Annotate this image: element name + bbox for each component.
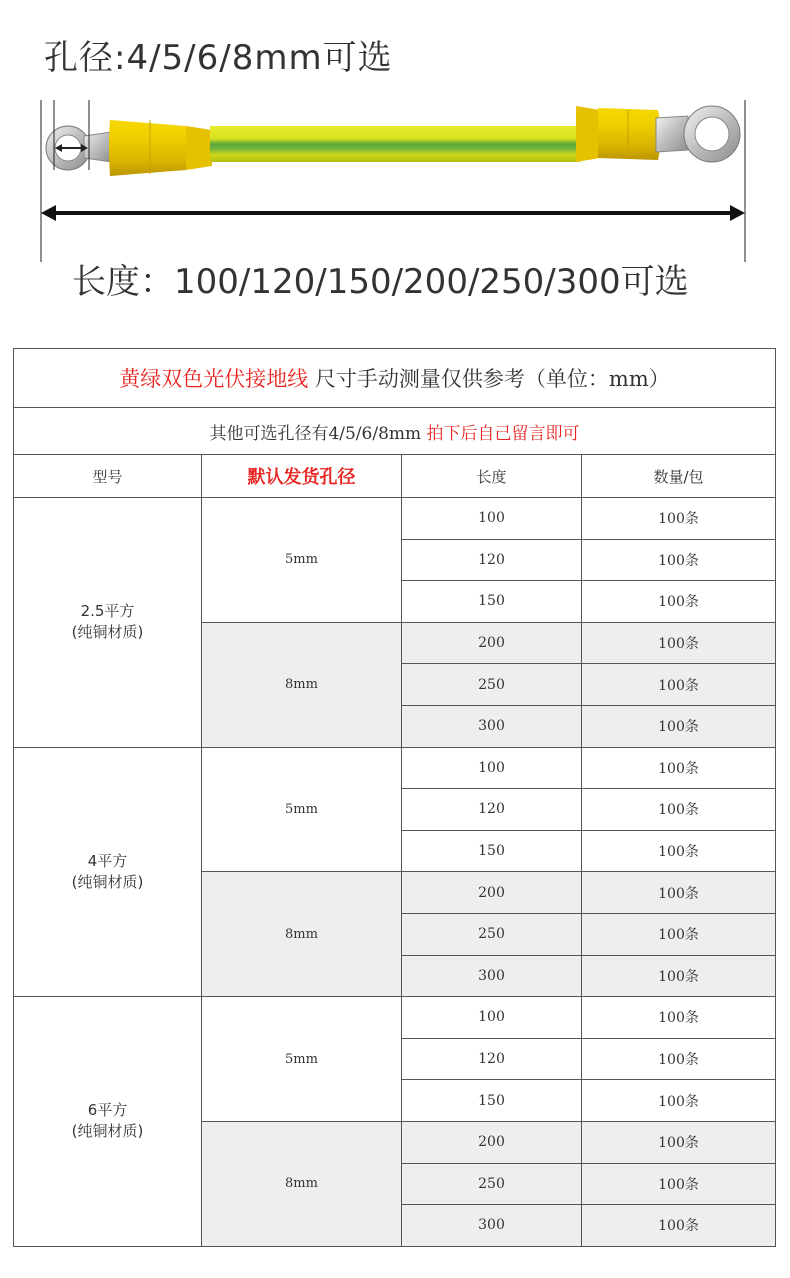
left-insulating-sleeve [109,120,212,176]
length-cell: 250 [402,1163,582,1205]
length-cell: 300 [402,955,582,997]
cable-illustration [0,90,790,280]
table-row [14,747,776,789]
model-material: (纯铜材质) [71,1122,144,1141]
length-cell: 100 [402,498,582,540]
quantity-cell: 100条 [582,581,776,623]
model-size: 2.5平方 [80,602,135,621]
hole-size-cell: 5mm [202,747,402,872]
quantity-cell: 100条 [582,705,776,747]
right-ring-terminal [656,106,740,162]
table-row [14,997,776,1039]
quantity-cell: 100条 [582,913,776,955]
hole-size-cell: 5mm [202,498,402,623]
length-options-caption: 长度：100/120/150/200/250/300可选 [72,262,689,302]
model-cell [14,747,202,997]
table-row [14,498,776,540]
header-default-hole: 默认发货孔径 [202,455,402,498]
quantity-cell: 100条 [582,1163,776,1205]
quantity-cell: 100条 [582,1205,776,1247]
quantity-cell: 100条 [582,622,776,664]
length-cell: 120 [402,539,582,581]
quantity-cell: 100条 [582,1038,776,1080]
length-cell: 200 [402,1121,582,1163]
length-cell: 100 [402,747,582,789]
model-cell [14,498,202,748]
length-cell: 120 [402,1038,582,1080]
note-order-message: 拍下后自己留言即可 [426,423,580,444]
length-cell: 250 [402,664,582,706]
length-cell: 300 [402,705,582,747]
table-title-row [14,349,776,408]
quantity-cell: 100条 [582,997,776,1039]
table-note [14,408,776,455]
length-cell: 150 [402,581,582,623]
quantity-cell: 100条 [582,955,776,997]
table-note-row [14,408,776,455]
model-material: (纯铜材质) [71,872,144,891]
right-insulating-sleeve [576,106,661,162]
model-size: 4平方 [87,851,128,870]
quantity-cell: 100条 [582,747,776,789]
quantity-cell: 100条 [582,1080,776,1122]
quantity-cell: 100条 [582,1121,776,1163]
header-model: 型号 [14,455,202,498]
length-cell: 150 [402,830,582,872]
title-product-name: 黄绿双色光伏接地线 [119,367,309,391]
model-size: 6平方 [87,1101,128,1120]
quantity-cell: 100条 [582,498,776,540]
quantity-cell: 100条 [582,789,776,831]
length-cell: 100 [402,997,582,1039]
header-quantity: 数量/包 [582,455,776,498]
length-cell: 250 [402,913,582,955]
quantity-cell: 100条 [582,872,776,914]
spec-table [13,348,776,1247]
length-cell: 300 [402,1205,582,1247]
length-cell: 200 [402,622,582,664]
title-measure-note: 尺寸手动测量仅供参考（单位：mm） [308,367,670,391]
table-header-row [14,455,776,498]
hole-size-cell: 5mm [202,997,402,1122]
hole-size-cell: 8mm [202,872,402,997]
hole-size-cell: 8mm [202,622,402,747]
note-hole-options: 其他可选孔径有4/5/6/8mm [209,423,427,444]
length-cell: 120 [402,789,582,831]
yellow-green-wire [210,126,580,162]
model-material: (纯铜材质) [71,623,144,642]
length-cell: 200 [402,872,582,914]
quantity-cell: 100条 [582,539,776,581]
header-length: 长度 [402,455,582,498]
quantity-cell: 100条 [582,830,776,872]
length-cell: 150 [402,1080,582,1122]
hole-size-cell: 8mm [202,1121,402,1246]
model-cell [14,997,202,1247]
quantity-cell: 100条 [582,664,776,706]
hole-size-caption: 孔径:4/5/6/8mm可选 [44,38,393,78]
table-title [14,349,776,408]
